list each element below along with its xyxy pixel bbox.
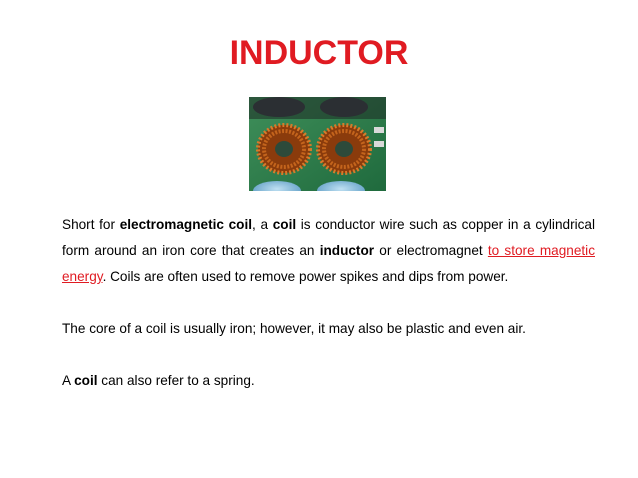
- toroidal-inductor-photo: [249, 97, 386, 191]
- bold-term: coil: [74, 373, 98, 388]
- text-span: Short for: [62, 217, 120, 232]
- paragraph-core: The core of a coil is usually iron; however, it may also be plastic and even air.: [62, 321, 526, 336]
- slide-body: [62, 212, 595, 394]
- text-span: . Coils are often used to remove power spikes and dips from power.: [102, 269, 509, 284]
- slide-title: INDUCTOR: [229, 34, 409, 72]
- bold-term: coil: [272, 217, 297, 232]
- bold-term: electromagnetic coil: [119, 217, 253, 232]
- text-span: A: [62, 373, 75, 388]
- bold-term: inductor: [319, 243, 375, 258]
- paragraph-spring: [62, 368, 595, 394]
- text-span: or electromagnet: [374, 243, 488, 258]
- text-span: can also refer to a spring.: [97, 373, 255, 388]
- paragraph-definition: [62, 212, 595, 290]
- text-span: is conductor wire such as copper in a cylindrical form around an iron core that creates an: [62, 217, 595, 258]
- store-magnetic-energy-link[interactable]: to store magnetic energy: [62, 243, 595, 284]
- text-span: , a: [252, 217, 273, 232]
